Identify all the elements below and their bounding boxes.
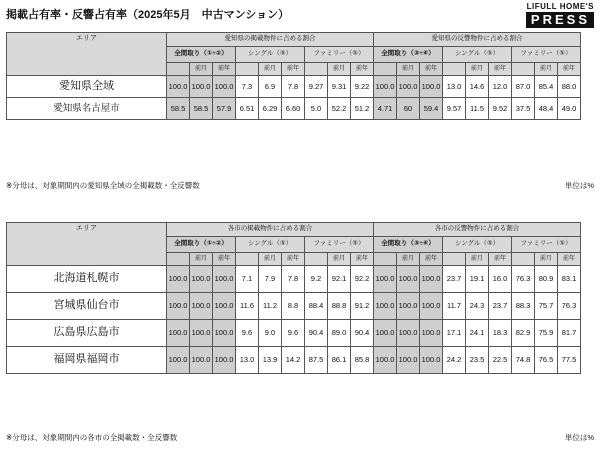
data-cell: 87.5: [305, 347, 328, 374]
data-cell: 92.2: [351, 266, 374, 293]
table-cities-wrapper: [6, 222, 581, 374]
page-title: 掲載占有率・反響占有率（2025年5月 中古マンション）: [6, 9, 290, 21]
data-cell: 100.0: [397, 320, 420, 347]
sub-header-blank: [443, 253, 466, 266]
sub-header: 前月: [328, 63, 351, 76]
sub-header: 前年: [420, 63, 443, 76]
data-cell: 88.3: [512, 293, 535, 320]
data-cell: 11.2: [259, 293, 282, 320]
sub-header-blank: [374, 253, 397, 266]
data-cell: 100.0: [420, 320, 443, 347]
data-cell: 88.4: [305, 293, 328, 320]
area-header: エリア: [7, 223, 167, 266]
sub-header: 前月: [328, 253, 351, 266]
data-cell: 12.0: [489, 76, 512, 98]
data-cell: 6.29: [259, 98, 282, 120]
sub-header: 前月: [466, 63, 489, 76]
table-row: [7, 347, 581, 374]
col-header: 全間取り（③÷④）: [374, 237, 443, 253]
col-header: ファミリー（⑤）: [512, 47, 581, 63]
data-cell: 100.0: [420, 293, 443, 320]
col-header: 全間取り（①÷②）: [167, 237, 236, 253]
row-label: 愛知県全域: [7, 76, 167, 98]
sub-header: 前月: [190, 63, 213, 76]
data-cell: 100.0: [397, 347, 420, 374]
data-cell: 9.31: [328, 76, 351, 98]
data-cell: 88.8: [328, 293, 351, 320]
col-header: シングル（⑤）: [443, 47, 512, 63]
sub-header: 前月: [190, 253, 213, 266]
data-cell: 100.0: [374, 347, 397, 374]
data-cell: 100.0: [190, 76, 213, 98]
data-cell: 4.71: [374, 98, 397, 120]
group-header-response: 愛知県の反響物件に占める割合: [374, 33, 581, 47]
sub-header: 前年: [213, 253, 236, 266]
data-cell: 9.6: [236, 320, 259, 347]
data-cell: 100.0: [374, 76, 397, 98]
sub-header: 前年: [558, 63, 581, 76]
col-header: ファミリー（⑤）: [512, 237, 581, 253]
data-cell: 80.9: [535, 266, 558, 293]
data-cell: 14.6: [466, 76, 489, 98]
data-cell: 18.3: [489, 320, 512, 347]
table-row: [7, 320, 581, 347]
data-cell: 92.1: [328, 266, 351, 293]
col-header: ファミリー（⑤）: [305, 47, 374, 63]
data-cell: 100.0: [374, 293, 397, 320]
data-cell: 9.2: [305, 266, 328, 293]
data-cell: 76.3: [558, 293, 581, 320]
data-cell: 100.0: [397, 293, 420, 320]
data-cell: 100.0: [190, 347, 213, 374]
data-cell: 7.8: [282, 266, 305, 293]
data-cell: 23.5: [466, 347, 489, 374]
row-label: 愛知県名古屋市: [7, 98, 167, 120]
table-row: [7, 266, 581, 293]
brand-logo: [526, 2, 594, 29]
table2-unit: 単位は%: [564, 433, 594, 442]
data-cell: 11.5: [466, 98, 489, 120]
data-cell: 51.2: [351, 98, 374, 120]
data-cell: 100.0: [167, 76, 190, 98]
data-cell: 100.0: [190, 320, 213, 347]
data-cell: 100.0: [213, 76, 236, 98]
data-cell: 7.3: [236, 76, 259, 98]
data-cell: 24.3: [466, 293, 489, 320]
row-label: 宮城県仙台市: [7, 293, 167, 320]
sub-header: 前月: [397, 63, 420, 76]
data-cell: 9.6: [282, 320, 305, 347]
table-row: [7, 293, 581, 320]
data-cell: 58.5: [190, 98, 213, 120]
sub-header: 前年: [213, 63, 236, 76]
sub-header: 前年: [489, 253, 512, 266]
data-cell: 19.1: [466, 266, 489, 293]
col-header: ファミリー（⑤）: [305, 237, 374, 253]
table-cities: [6, 222, 581, 374]
sub-header: 前年: [489, 63, 512, 76]
data-cell: 13.0: [236, 347, 259, 374]
sub-header: 前年: [558, 253, 581, 266]
data-cell: 9.57: [443, 98, 466, 120]
sub-header: 前月: [259, 63, 282, 76]
data-cell: 81.7: [558, 320, 581, 347]
data-cell: 75.9: [535, 320, 558, 347]
table1-unit: 単位は%: [564, 181, 594, 190]
data-cell: 89.0: [328, 320, 351, 347]
data-cell: 9.27: [305, 76, 328, 98]
data-cell: 6.51: [236, 98, 259, 120]
data-cell: 24.1: [466, 320, 489, 347]
data-cell: 5.0: [305, 98, 328, 120]
data-cell: 16.0: [489, 266, 512, 293]
data-cell: 24.2: [443, 347, 466, 374]
data-cell: 9.52: [489, 98, 512, 120]
data-cell: 100.0: [397, 76, 420, 98]
table-aichi-wrapper: [6, 32, 581, 120]
logo-press: PRESS: [526, 12, 594, 28]
row-label: 福岡県福岡市: [7, 347, 167, 374]
data-cell: 100.0: [167, 293, 190, 320]
data-cell: 90.4: [351, 320, 374, 347]
col-header: シングル（⑤）: [236, 47, 305, 63]
sub-header: 前月: [535, 253, 558, 266]
data-cell: 59.4: [420, 98, 443, 120]
data-cell: 100.0: [374, 266, 397, 293]
sub-header-blank: [305, 253, 328, 266]
data-cell: 48.4: [535, 98, 558, 120]
data-cell: 58.5: [167, 98, 190, 120]
sub-header-blank: [443, 63, 466, 76]
col-header: シングル（⑤）: [443, 237, 512, 253]
data-cell: 7.9: [259, 266, 282, 293]
data-cell: 13.0: [443, 76, 466, 98]
sub-header: 前年: [420, 253, 443, 266]
data-cell: 100.0: [167, 347, 190, 374]
data-cell: 100.0: [420, 76, 443, 98]
area-header: エリア: [7, 33, 167, 76]
data-cell: 60: [397, 98, 420, 120]
data-cell: 100.0: [190, 293, 213, 320]
data-cell: 100.0: [420, 347, 443, 374]
data-cell: 100.0: [213, 320, 236, 347]
sub-header: 前年: [282, 63, 305, 76]
data-cell: 22.5: [489, 347, 512, 374]
sub-header-blank: [305, 63, 328, 76]
data-cell: 75.7: [535, 293, 558, 320]
page-header: [0, 0, 600, 30]
sub-header: 前年: [282, 253, 305, 266]
row-label: 広島県広島市: [7, 320, 167, 347]
data-cell: 77.5: [558, 347, 581, 374]
data-cell: 100.0: [167, 266, 190, 293]
data-cell: 100.0: [374, 320, 397, 347]
sub-header: 前月: [466, 253, 489, 266]
table-row: [7, 98, 581, 120]
sub-header: 前月: [535, 63, 558, 76]
data-cell: 100.0: [167, 320, 190, 347]
group-header-listing: 各市の掲載物件に占める割合: [167, 223, 374, 237]
data-cell: 7.1: [236, 266, 259, 293]
table2-note: ※分母は、対象期間内の各市の全掲載数・全反響数: [6, 433, 178, 442]
col-header: 全間取り（③÷④）: [374, 47, 443, 63]
data-cell: 7.8: [282, 76, 305, 98]
data-cell: 100.0: [213, 347, 236, 374]
data-cell: 23.7: [443, 266, 466, 293]
data-cell: 8.8: [282, 293, 305, 320]
sub-header: 前月: [259, 253, 282, 266]
data-cell: 86.1: [328, 347, 351, 374]
group-header-response: 各市の反響物件に占める割合: [374, 223, 581, 237]
data-cell: 76.3: [512, 266, 535, 293]
data-cell: 11.6: [236, 293, 259, 320]
data-cell: 23.7: [489, 293, 512, 320]
sub-header-blank: [167, 63, 190, 76]
table-aichi: [6, 32, 581, 120]
data-cell: 57.9: [213, 98, 236, 120]
col-header: 全間取り（①÷②）: [167, 47, 236, 63]
data-cell: 100.0: [213, 266, 236, 293]
data-cell: 6.9: [259, 76, 282, 98]
sub-header: 前月: [397, 253, 420, 266]
data-cell: 82.9: [512, 320, 535, 347]
data-cell: 100.0: [397, 266, 420, 293]
data-cell: 100.0: [190, 266, 213, 293]
col-header: シングル（⑤）: [236, 237, 305, 253]
data-cell: 52.2: [328, 98, 351, 120]
sub-header-blank: [236, 63, 259, 76]
data-cell: 14.2: [282, 347, 305, 374]
data-cell: 76.5: [535, 347, 558, 374]
data-cell: 90.4: [305, 320, 328, 347]
sub-header-blank: [512, 253, 535, 266]
table-row: [7, 76, 581, 98]
data-cell: 100.0: [213, 293, 236, 320]
group-header-listing: 愛知県の掲載物件に占める割合: [167, 33, 374, 47]
data-cell: 83.1: [558, 266, 581, 293]
table1-note: ※分母は、対象期間内の愛知県全域の全掲載数・全反響数: [6, 181, 200, 190]
data-cell: 9.22: [351, 76, 374, 98]
sub-header-blank: [167, 253, 190, 266]
sub-header: 前年: [351, 253, 374, 266]
data-cell: 49.0: [558, 98, 581, 120]
data-cell: 85.4: [535, 76, 558, 98]
data-cell: 11.7: [443, 293, 466, 320]
logo-lifull-homes: LIFULL HOME'S: [526, 2, 594, 11]
data-cell: 6.60: [282, 98, 305, 120]
sub-header-blank: [512, 63, 535, 76]
sub-header: 前年: [351, 63, 374, 76]
sub-header-blank: [374, 63, 397, 76]
data-cell: 13.9: [259, 347, 282, 374]
data-cell: 9.0: [259, 320, 282, 347]
data-cell: 37.5: [512, 98, 535, 120]
data-cell: 85.8: [351, 347, 374, 374]
data-cell: 74.8: [512, 347, 535, 374]
data-cell: 88.0: [558, 76, 581, 98]
data-cell: 87.0: [512, 76, 535, 98]
data-cell: 91.2: [351, 293, 374, 320]
sub-header-blank: [236, 253, 259, 266]
data-cell: 100.0: [420, 266, 443, 293]
data-cell: 17.1: [443, 320, 466, 347]
row-label: 北海道札幌市: [7, 266, 167, 293]
